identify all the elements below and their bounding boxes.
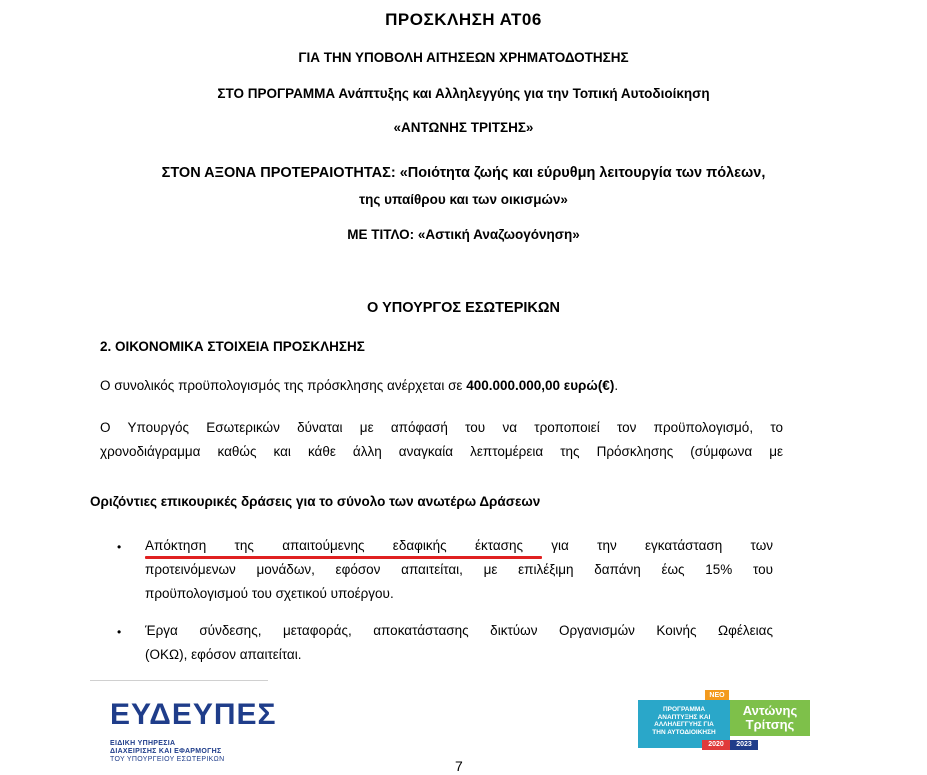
horizontal-actions-heading: Οριζόντιες επικουρικές δράσεις για το σύνολο των ανωτέρω Δράσεων [90, 494, 541, 509]
list-item-1-underlined-phrase: Απόκτηση της απαιτούμενης εδαφικής έκτασης [145, 538, 524, 553]
budget-suffix: . [614, 378, 619, 393]
logo-name-line-2: Τρίτσης [745, 717, 795, 732]
antonis-tritsis-logo [638, 690, 810, 754]
footer-divider [90, 680, 268, 681]
section-heading: 2. ΟΙΚΟΝΟΜΙΚΑ ΣΤΟΙΧΕΙΑ ΠΡΟΣΚΛΗΣΗΣ [100, 339, 365, 354]
document-title: ΠΡΟΣΚΛΗΣΗ ΑΤ06 [385, 10, 542, 29]
logo-program-line-4: ΤΗΝ ΑΥΤΟΔΙΟΙΚΗΣΗ [652, 728, 716, 736]
list-item-1 [145, 534, 773, 606]
axis-line-2: της υπαίθρου και των οικισμών» [359, 192, 568, 207]
header-line-2: ΣΤΟ ΠΡΟΓΡΑΜΜΑ Ανάπτυξης και Αλληλεγγύης για την Τοπική Αυτοδιοίκηση [217, 86, 710, 101]
list-item-1-line-2: προτεινόμενων μονάδων, εφόσον απαιτείται, με επιλέξιμη δαπάνη έως 15% του [145, 562, 773, 577]
amendment-paragraph [100, 416, 783, 464]
eydepes-logo-sub-1: ΕΙΔΙΚΗ ΥΠΗΡΕΣΙΑ [110, 740, 176, 747]
page-number: 7 [455, 758, 463, 774]
eydepes-logo [90, 680, 277, 768]
logo-year-end: 2023 [730, 740, 758, 750]
list-item-2-line-1: Έργα σύνδεσης, μεταφοράς, αποκατάστασης δικτύων Οργανισμών Κοινής Ωφέλειας [145, 623, 773, 638]
list-item-1-rest: για την εγκατάσταση των [523, 538, 773, 553]
header-line-1: ΓΙΑ ΤΗΝ ΥΠΟΒΟΛΗ ΑΙΤΗΣΕΩΝ ΧΡΗΜΑΤΟΔΟΤΗΣΗΣ [298, 50, 629, 65]
minister-heading: Ο ΥΠΟΥΡΓΟΣ ΕΣΩΤΕΡΙΚΩΝ [367, 300, 560, 316]
eydepes-logo-sub-3: ΤΟΥ ΥΠΟΥΡΓΕΙΟΥ ΕΣΩΤΕΡΙΚΩΝ [110, 756, 225, 763]
header-line-3: «ΑΝΤΩΝΗΣ ΤΡΙΤΣΗΣ» [393, 120, 534, 135]
red-underline-mark [145, 556, 542, 559]
logo-neo-badge: ΝΕΟ [705, 690, 729, 701]
eydepes-logo-word: ΕΥΔΕΥΠΕΣ [110, 698, 277, 731]
budget-prefix: Ο συνολικός προϋπολογισμός της πρόσκλησης ανέρχεται σε [100, 378, 467, 393]
bullet-2: • [117, 625, 122, 639]
amendment-line-1: Ο Υπουργός Εσωτερικών δύναται με απόφασή του να τροποποιεί τον προϋπολογισμό, το [100, 420, 783, 435]
logo-program-line-3: ΑΛΛΗΛΕΓΓΥΗΣ ΓΙΑ [654, 721, 714, 728]
logo-program-line-1: ΠΡΟΓΡΑΜΜΑ [662, 706, 706, 713]
list-item-1-line-1 [145, 534, 773, 558]
list-item-2-line-2: (ΟΚΩ), εφόσον απαιτείται. [145, 647, 302, 662]
budget-amount: 400.000.000,00 ευρώ(€) [466, 378, 615, 393]
logo-name-block [730, 700, 810, 736]
logo-name-line-1: Αντώνης [742, 703, 798, 718]
bullet-1: • [117, 540, 122, 554]
budget-paragraph [100, 374, 618, 398]
logo-year-start: 2020 [702, 740, 730, 750]
axis-line-1: ΣΤΟΝ ΑΞΟΝΑ ΠΡΟΤΕΡΑΙΟΤΗΤΑΣ: «Ποιότητα ζωής και εύρυθμη λειτουργία των πόλεων, [161, 165, 766, 181]
list-item-1-line-3: προϋπολογισμού του σχετικού υποέργου. [145, 586, 394, 601]
list-item-2 [145, 619, 773, 667]
logo-program-line-2: ΑΝΑΠΤΥΞΗΣ ΚΑΙ [657, 713, 711, 721]
amendment-line-2: χρονοδιάγραμμα καθώς και κάθε άλλη αναγκαία λεπτομέρεια της Πρόσκλησης (σύμφωνα με [100, 444, 783, 459]
eydepes-logo-sub-2: ΔΙΑΧΕΙΡΙΣΗΣ ΚΑΙ ΕΦΑΡΜΟΓΗΣ [110, 748, 222, 755]
title-line: ΜΕ ΤΙΤΛΟ: «Αστική Αναζωογόνηση» [347, 227, 580, 242]
